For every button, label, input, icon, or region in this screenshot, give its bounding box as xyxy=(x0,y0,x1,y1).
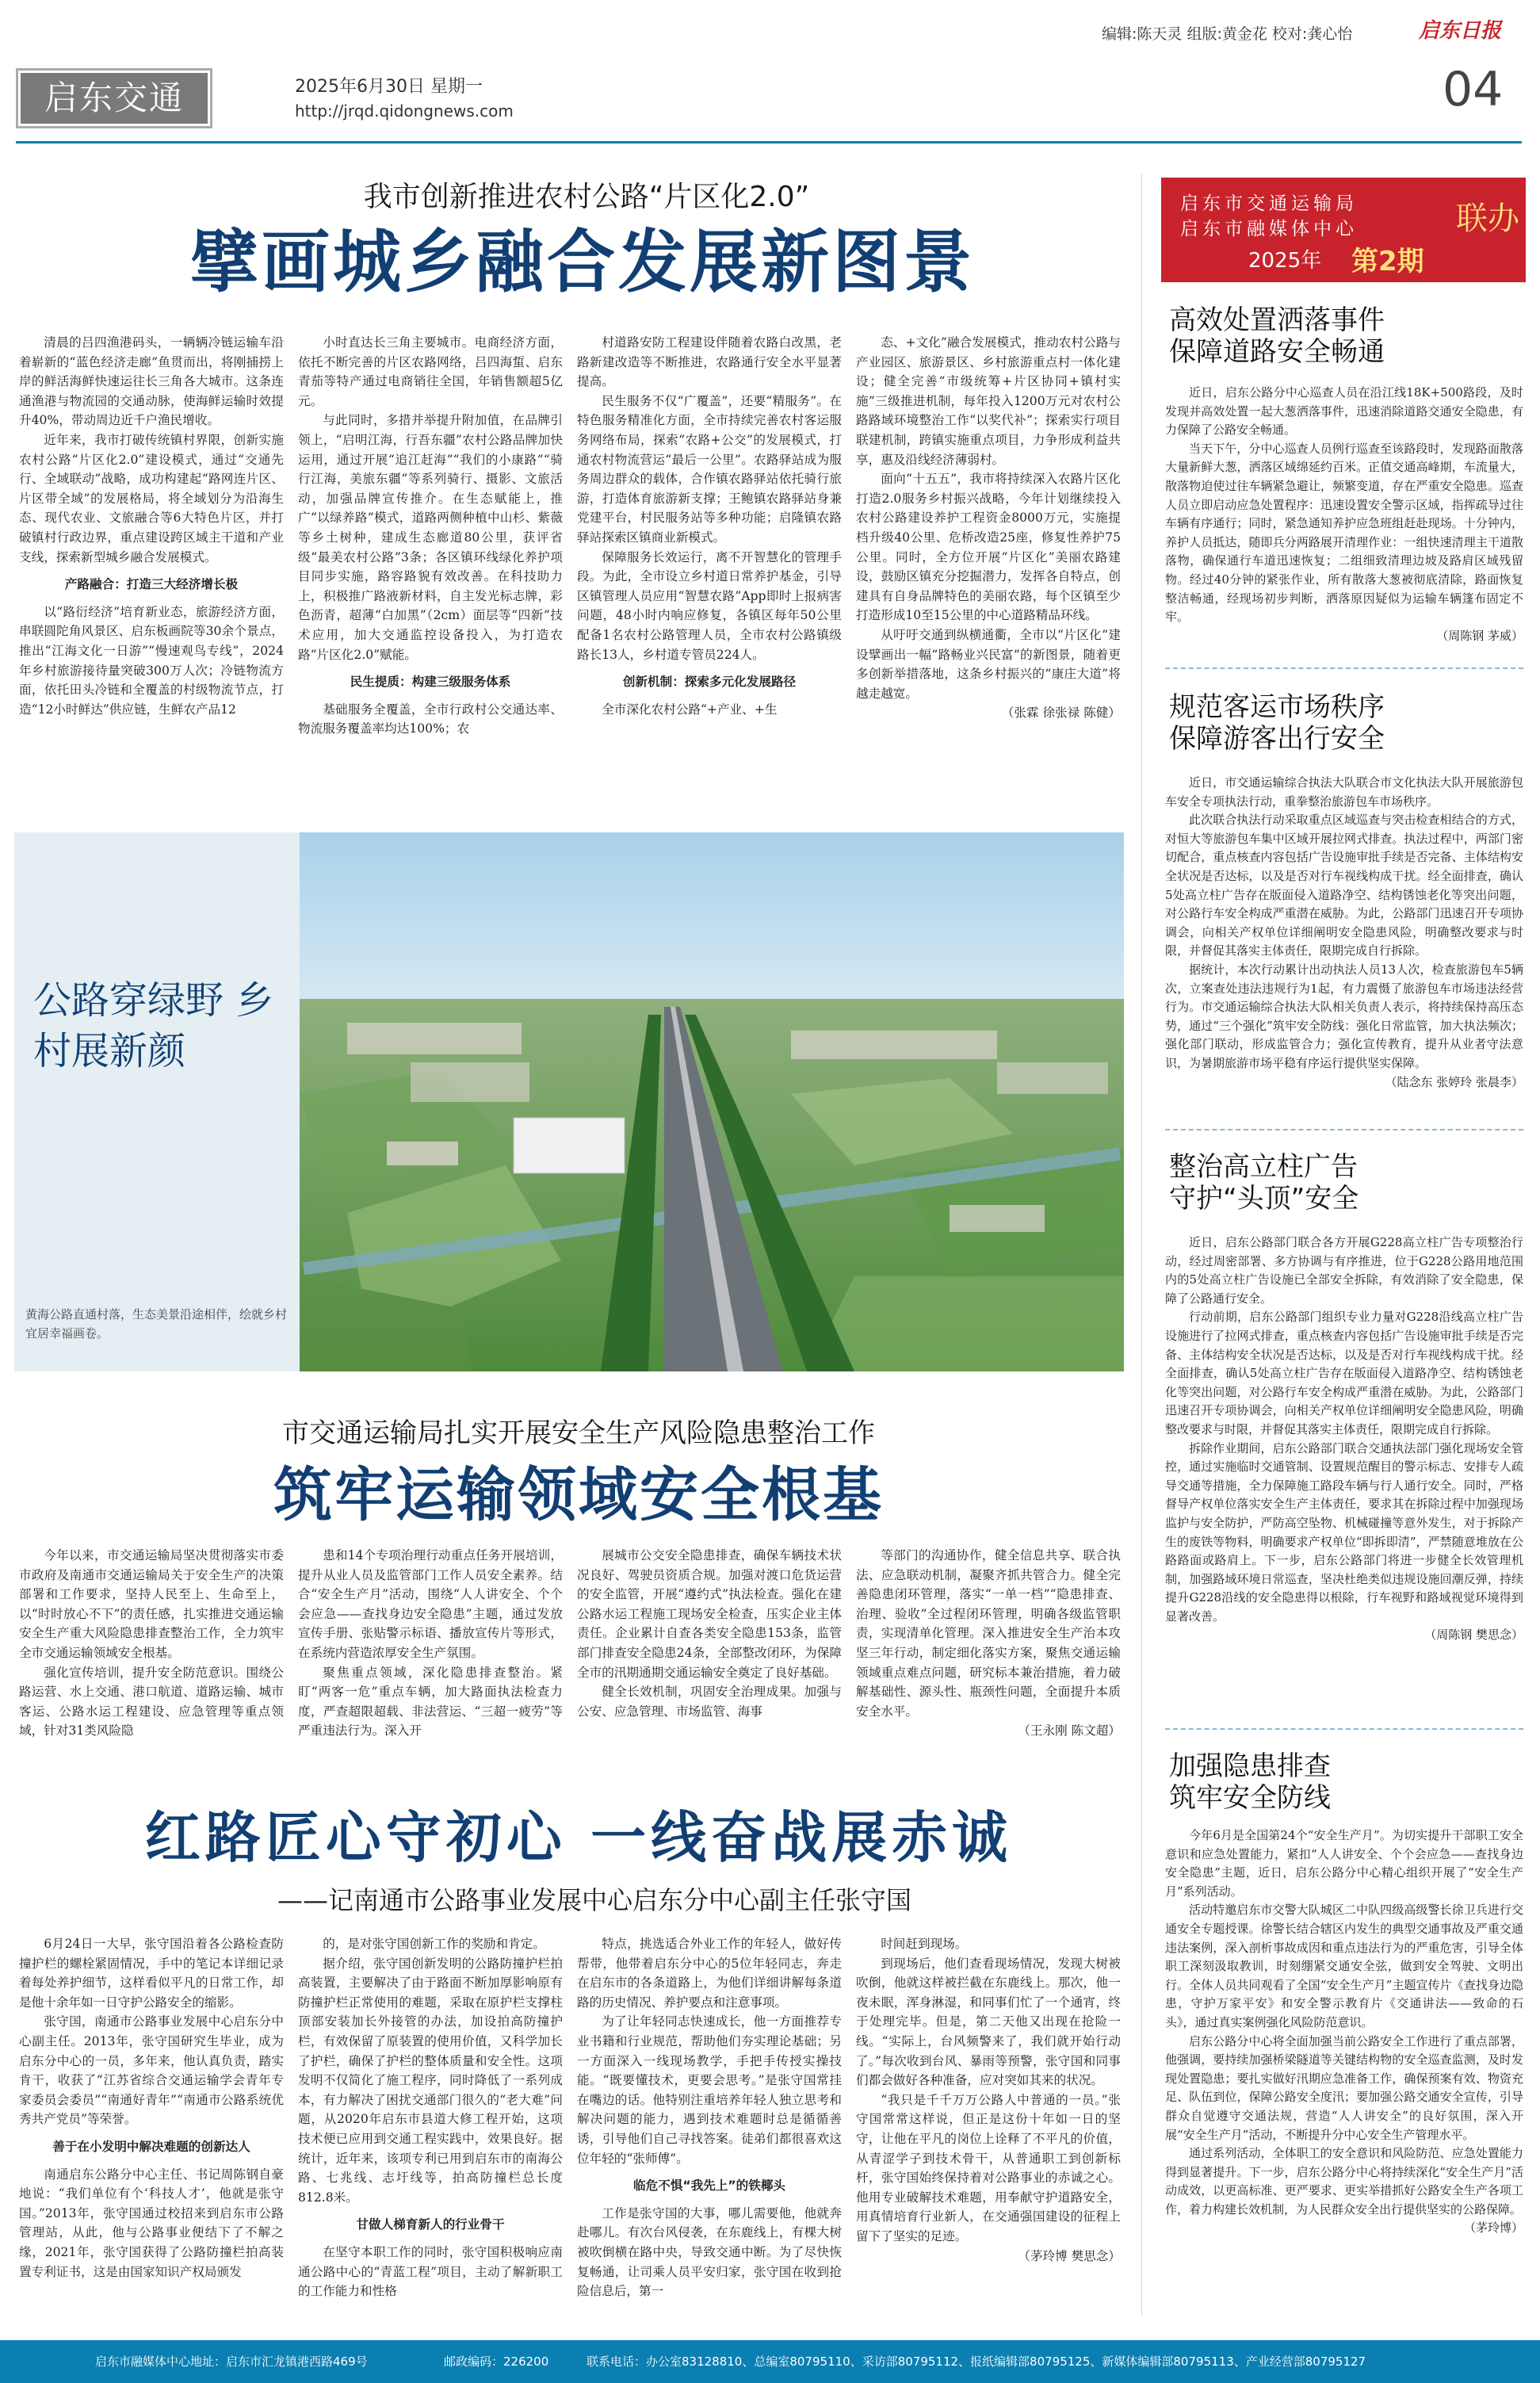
sidebar-story-3-title-line-1: 整治高立柱广告 xyxy=(1169,1151,1358,1183)
article3-column-2 xyxy=(298,1934,563,2299)
header-rule xyxy=(16,141,1522,143)
byline: （王永刚 陈文超） xyxy=(1018,1723,1121,1738)
promo-year: 2025年 xyxy=(1248,249,1322,273)
sidebar-story-2-body xyxy=(1165,774,1523,1123)
aerial-countryside-photo xyxy=(300,832,1124,1371)
paragraph: 张守国，南通市公路事业发展中心启东分中心副主任。2013年，张守国研究生毕业，成为启东分中心的一员，多年来，他认真负责，踏实肯干，收获了“江苏省综合交通运输学会青年专家委员会委员”“南通好青年”“南通市公路系统优秀共产党员”等荣誉。 xyxy=(19,2014,284,2127)
byline: （茅玲博） xyxy=(1463,2220,1523,2236)
paragraph: 与此同时，多措并举提升附加值，在品牌引领上，“启明江海，行吾东疆”农村公路品牌加快运用，通过开展“追江赶海”“我们的小康路”“骑行江海，美旅东疆”等系列骑行、摄影、文旅活动，加强品牌宣传推介。在生态赋能上，推广“以绿养路”模式，道路两侧种植中山杉、紫薇等乡土树种，建成生态廊道80公里，获评省级“最美农村公路”3条；各区镇环线绿化养护项目同步实施，路容路貌有效改善。在科技助力上，积极推广路液新材料，自主发光标志牌，彩色沥青，超薄“白加黑”（2cm）面层等“四新”技术应用，加大交通监控设备投入，为打造农路“片区化2.0”赋能。 xyxy=(298,413,563,662)
sidebar-story-1-title-line-2: 保障道路安全畅通 xyxy=(1169,336,1385,368)
footer-address: 启东市融媒体中心地址：启东市汇龙镇港西路469号 xyxy=(95,2354,368,2369)
subheading: 创新机制：探索多元化发展路径 xyxy=(622,675,797,690)
sidebar-story-3-body xyxy=(1165,1234,1523,1725)
sidebar-separator xyxy=(1165,667,1523,669)
article2-column-4 xyxy=(856,1546,1121,1784)
section-banner xyxy=(16,62,1504,135)
masthead xyxy=(0,0,1540,159)
article2-kicker: 市交通运输局扎实开展安全生产风险隐患整治工作 xyxy=(282,1417,875,1449)
paragraph: 近日，启东公路分中心巡查人员在沿江线18K+500路段，及时发现并高效处置一起大葱洒落事件，迅速消除道路交通安全隐患，有力保障了公路安全畅通。 xyxy=(1165,385,1523,438)
article1-headline: 擘画城乡融合发展新图景 xyxy=(190,222,975,302)
article3-column-4 xyxy=(856,1934,1121,2299)
sidebar-story-1-title-line-1: 高效处置洒落事件 xyxy=(1169,304,1385,336)
article2-column-2 xyxy=(298,1546,563,1784)
paragraph: 小时直达长三角主要城市。电商经济方面，依托不断完善的片区农路网络，吕四海蜇、启东青茄等特产通过电商销往全国，年销售额超5亿元。 xyxy=(298,335,563,408)
paragraph: 行动前期，启东公路部门组织专业力量对G228沿线高立柱广告设施进行了拉网式排查，重点核查内容包括广告设施审批手续是否完备、主体结构安全状况是否达标，以及是否对行车视线构成干扰。经全面排查，确认5处高立柱广告存在版面侵入道路净空、结构锈蚀老化等突出问题，对公路行车安全构成严重潜在威胁。为此，公路部门迅速召开专项协调会，向相关产权单位详细阐明安全隐患风险，明确整改要求与时限，并督促其落实主体责任，限期完成自行拆除。 xyxy=(1165,1310,1523,1436)
promo-issue: 第2期 xyxy=(1351,246,1424,277)
paragraph: 今年以来，市交通运输局坚决贯彻落实市委市政府及南通市交通运输局关于安全生产的决策部署和工作要求，坚持人民至上、生命至上，以“时时放心不下”的责任感，扎实推进交通运输安全生产重大风险隐患排查整治工作，全力筑牢全市交通运输领域安全根基。 xyxy=(19,1548,284,1660)
paragraph: 活动特邀启东市交警大队城区二中队四级高级警长徐卫兵进行交通安全专题授课。徐警长结合辖区内发生的典型交通事故及严重交通违法案例，深入剖析事故成因和重点违法行为的严重危害，引导全体职工深刻汲取教训，时刻绷紧交通安全弦，做到安全驾驶、文明出行。全体人员共同观看了全国“安全生产月”主题宣传片《查找身边隐患，守护万家平安》和安全警示教育片《交通讲法——致命的石头》，通过真实案例强化风险防范意识。 xyxy=(1165,1903,1523,2029)
subheading: 民生提质：构建三级服务体系 xyxy=(350,675,511,690)
byline: （张霖 徐张禄 陈健） xyxy=(1001,706,1121,721)
article3-subhead: ——记南通市公路事业发展中心启东分中心副主任张守国 xyxy=(277,1885,911,1915)
subheading: 甘做人梯育新人的行业骨干 xyxy=(356,2217,505,2232)
byline: （周陈钢 茅威） xyxy=(1436,628,1523,643)
paragraph: 据介绍，张守国创新发明的公路防撞护栏拍高装置，主要解决了由于路面不断加厚影响原有防撞护栏正常使用的难题，采取在原护栏支撑柱顶部安装加长外接管的办法，加设拍高防撞护栏，有效保留了原装置的使用价值，又科学加长了护栏，确保了护栏的整体质量和安全性。这项发明不仅简化了施工程序，同时降低了一系列成本，有力解决了困扰交通部门很久的“老大难”问题，从2020年启东市县道大修工程开始，这项技术便已应用到交通工程实践中，效果良好。据统计，近年来，该项专利已用到启东市的南海公路、七兆线、志圩线等，拍高防撞栏总长度812.8米。 xyxy=(298,1956,563,2205)
article3-column-3 xyxy=(577,1934,842,2299)
paragraph: 聚焦重点领域，深化隐患排查整治。紧盯“两客一危”重点车辆，加大路面执法检查力度，严查超限超载、非法营运、“三超一疲劳”等严重违法行为。深入开 xyxy=(298,1665,563,1738)
paragraph: 近日，启东公路部门联合各方开展G228高立柱广告专项整治行动，经过周密部署、多方协调与有序推进，位于G228公路用地范围内的5处高立柱广告设施已全部安全拆除，有效消除了安全隐患，保障了公路通行安全。 xyxy=(1165,1235,1523,1306)
paragraph: 拆除作业期间，启东公路部门联合交通执法部门强化现场安全管控，通过实施临时交通管制、设置规范醒目的警示标志、安排专人疏导交通等措施，全力保障施工路段车辆与行人通行安全。同时，严格督导产权单位落实安全生产主体责任，要求其在拆除过程中加强现场监护与安全防护，严防高空坠物、机械碰撞等意外发生，对于拆除产生的废铁等物料，明确要求产权单位“即拆即清”，严禁随意堆放在公路路面或路肩上。下一步，启东公路部门将进一步健全长效管理机制，加强路域环境日常巡查，坚决杜绝类似违规设施回潮反弹，持续提升G228沿线的安全隐患得以根除，行车视野和路域视觉环境得到显著改善。 xyxy=(1165,1440,1523,1624)
issue-date: 2025年6月30日 星期一 xyxy=(295,77,483,97)
article3-column-1 xyxy=(19,1934,284,2299)
paragraph: 等部门的沟通协作，健全信息共享、联合执法、应急联动机制，凝聚齐抓共管合力。健全完善隐患闭环管理，落实“一单一档”“隐患排查、治理、验收”全过程闭环管理，明确各级监管职责，实现清单化管理。深入推进安全生产治本攻坚三年行动，制定细化落实方案，聚焦交通运输领域重点难点问题，研究标本兼治措施，着力破解基础性、源头性、瓶颈性问题，全面提升本质安全水平。 xyxy=(856,1548,1121,1719)
section-name: 启东交通 xyxy=(44,78,184,117)
paragraph: 当天下午，分中心巡查人员例行巡查至该路段时，发现路面散落大量新鲜大葱，洒落区域绵延约百米。正值交通高峰期，车流量大，散落物迫使过往车辆紧急避让，频繁变道，存在严重安全隐患。巡查人员立即启动应急处置程序：迅速设置安全警示区域，指挥疏导过往车辆有序通行；同时，紧急通知养护应急班组赶赴现场。十分钟内，养护人员抵达，随即兵分两路展开清理作业：一组快速清理主干道散落物，确保通行车道迅速恢复；二组细致清理边坡及路肩区域残留物。经过40分钟的紧张作业，所有散落大葱被彻底清除，路面恢复整洁畅通，经现场初步判断，洒落原因疑似为运输车辆篷布固定不牢。 xyxy=(1165,441,1523,625)
article1-column-4 xyxy=(856,333,1121,809)
promo-org-2: 启东市融媒体中心 xyxy=(1180,219,1358,239)
paragraph: 据统计，本次行动累计出动执法人员13人次，检查旅游包车5辆次，立案查处违法违规行为1起，有力震慑了旅游包车市场违法经营行为。市交通运输综合执法大队相关负责人表示，将持续保持高压态势，通过“三个强化”筑牢安全防线：强化日常监管，加大执法频次；强化部门联动，形成监管合力；强化宣传教育，提升从业者守法意识，为暑期旅游市场平稳有序运行提供坚实保障。 xyxy=(1165,962,1523,1070)
sidebar-separator xyxy=(1165,1129,1523,1130)
photo-caption: 黄海公路直通村落，生态美景沿途相伴，绘就乡村宜居幸福画卷。 xyxy=(25,1307,288,1341)
article1-column-3 xyxy=(577,333,842,809)
sidebar-story-2-title-line-1: 规范客运市场秩序 xyxy=(1169,691,1385,723)
subheading: 善于在小发明中解决难题的创新达人 xyxy=(52,2139,250,2154)
byline: （周陈钢 樊思念） xyxy=(1424,1628,1523,1643)
paragraph: 保障服务长效运行，离不开智慧化的管理手段。为此，全市设立乡村道日常养护基金，引导区镇管理人员应用“智慧农路”App即时上报病害问题，48小时内响应修复，各镇区每年50公里配备1名农村公路管理人员，全市农村公路镇级路长13人，乡村道专管员224人。 xyxy=(577,549,842,662)
paragraph: 到现场后，他们查看现场情况，发现大树被吹倒，他就这样被拦截在东鹿线上。那次，他一夜未眠，浑身淋湿，和同事们忙了一个通宵，终于处理完毕。但是，第二天他又出现在抢险一线。“实际上，台风频警来了，我们就开始行动了。”每次收到台风、暴雨等预警，张守国和同事们都会做好各种准备，应对突如其来的状况。 xyxy=(856,1956,1121,2088)
editor-credits: 编辑:陈天灵 组版:黄金花 校对:龚心怡 xyxy=(1102,25,1353,43)
newspaper-logo: 启东日报 xyxy=(1419,19,1502,43)
paragraph: 从吁吁交通到纵横通衢，全市以“片区化”建设擘画出一幅“路畅业兴民富”的新图景，随着更多创新举措落地，这条乡村振兴的“康庄大道”将越走越宽。 xyxy=(856,627,1121,701)
article1-column-1 xyxy=(19,333,284,809)
paragraph: 工作是张守国的大事，哪儿需要他，他就奔赴哪儿。有次台风侵袭，在东鹿线上，有棵大树被吹倒横在路中央，导致交通中断。为了尽快恢复畅通，让司乘人员平安归家，张守国在收到抢险信息后，第一 xyxy=(577,2205,842,2299)
paragraph: 清晨的吕四渔港码头，一辆辆冷链运输车沿着崭新的“蓝色经济走廊”鱼贯而出，将刚捕捞上岸的鲜活海鲜快速运往长三角各大城市。这条连通渔港与物流园的交通动脉，使海鲜运输时效提升40%，带动周边近千户渔民增收。 xyxy=(19,335,284,428)
page-number: 04 xyxy=(1443,62,1504,117)
paragraph: 面向“十五五”，我市将持续深入农路片区化打造2.0服务乡村振兴战略，今年计划继续投入农村公路建设养护工程资金8000万元，实施提档升级40公里、危桥改造25座，修复性养护75公里。同时，全方位开展“片区化”美丽农路建设，鼓励区镇充分挖掘潜力，发挥各自特点，创建具有自身品牌特色的美丽农路，每个区镇至少打造形成10至15公里的中心道路精品环线。 xyxy=(856,472,1121,623)
footer-postcode: 邮政编码：226200 xyxy=(444,2354,549,2369)
paragraph: 在坚守本职工作的同时，张守国积极响应南通公路中心的“青蓝工程”项目，主动了解新职工的工作能力和性格 xyxy=(298,2244,563,2299)
paragraph: 近年来，我市打破传统镇村界限，创新实施农村公路“片区化2.0”建设模式，通过“交通先行、全域联动”战略，成功构建起“路网连片区、片区带全域”的发展格局，将全域划分为沿海生态、现代农业、文旅融合等6大特色片区，并打破镇村行政边界，重点建设跨区域主干道和产业支线，探索新型城乡融合发展模式。 xyxy=(19,432,284,564)
sidebar-divider xyxy=(1141,174,1142,2315)
paragraph: 态、+文化”融合发展模式，推动农村公路与产业园区、旅游景区、乡村旅游重点村一体化建设；健全完善“市级统筹+片区协同+镇村实施”三级推进机制，每年投入1200万元对农村公路路域环境整治工作“以奖代补”；探索实行项目联建机制，跨镇实施重点项目，力争形成利益共享，惠及沿线经济薄弱村。 xyxy=(856,335,1121,467)
article3-headline: 红路匠心守初心 一线奋战展赤诚 xyxy=(144,1804,1013,1870)
sidebar-story-3-title-line-2: 守护“头顶”安全 xyxy=(1169,1183,1359,1214)
paragraph: 此次联合执法行动采取重点区域巡查与突击检查相结合的方式，对恒大等旅游包车集中区域开展拉网式排查。执法过程中，两部门密切配合，重点核查内容包括广告设施审批手续是否完备、主体结构安全状况是否达标，以及是否对行车视线构成干扰。经全面排查，确认5处高立柱广告存在版面侵入道路净空、结构锈蚀老化等突出问题，对公路行车安全构成严重潜在威胁。为此，公路部门迅速召开专项协调会，向相关产权单位详细阐明安全隐患风险，明确整改要求与时限，并督促其落实主体责任，限期完成自行拆除。 xyxy=(1165,813,1523,958)
site-url: http://jrqd.qidongnews.com xyxy=(295,101,514,120)
paragraph: 今年6月是全国第24个“安全生产月”。为切实提升干部职工安全意识和应急处置能力，紧扣“人人讲安全、个个会应急——查找身边安全隐患”主题，近日，启东公路分中心精心组织开展了“安全生产月”系列活动。 xyxy=(1165,1828,1523,1899)
article2-column-3 xyxy=(577,1546,842,1784)
footer-bar xyxy=(0,2340,1540,2383)
promo-banner xyxy=(1161,178,1526,282)
sidebar-story-4-title-line-2: 筑牢安全防线 xyxy=(1169,1782,1331,1814)
sidebar-story-4-title-line-1: 加强隐患排查 xyxy=(1169,1750,1331,1782)
paragraph: 村道路安防工程建设伴随着农路白改黑，老路新建改造等不断推进，农路通行安全水平显著提高。 xyxy=(577,335,842,389)
photo-title: 公路穿绿野 乡村展新颜 xyxy=(33,978,274,1073)
paragraph: 近日，市交通运输综合执法大队联合市文化执法大队开展旅游包车安全专项执法行动，重拳整治旅游包车市场秩序。 xyxy=(1165,775,1523,809)
sidebar-story-1-body xyxy=(1165,384,1523,653)
article1-kicker: 我市创新推进农村公路“片区化2.0” xyxy=(363,181,810,213)
section-name-box xyxy=(16,68,212,128)
paragraph: 特点，挑选适合外业工作的年轻人，做好传帮带，他带着启东分中心的5位年轻同志，奔走在启东市的各条道路上，为他们详细讲解每条道路的历史情况、养护要点和注意事项。 xyxy=(577,1937,842,2010)
article1-column-2 xyxy=(298,333,563,809)
paragraph: 南通启东公路分中心主任、书记周陈钢自豪地说：“我们单位有个‘科技人才’，他就是张守国。”2013年，张守国通过校招来到启东市公路管理站，从此，他与公路事业便结下了不解之缘，2021年，张守国获得了公路防撞栏拍高装置专利证书，这是由国家知识产权局颁发 xyxy=(19,2167,284,2279)
factory-building xyxy=(514,1118,625,1173)
article2-column-1 xyxy=(19,1546,284,1784)
sidebar-story-4-body xyxy=(1165,1826,1523,2318)
paragraph: 健全长效机制，巩固安全治理成果。加强与公安、应急管理、市场监管、海事 xyxy=(577,1685,842,1719)
paragraph: 基础服务全覆盖，全市行政村公交通达率、物流服务覆盖率均达100%；农 xyxy=(298,702,563,736)
paragraph: 展城市公交安全隐患排查，确保车辆技术状况良好、驾驶员资质合规。加强对渡口危货运营的安全监管，开展“遵约式”执法检查。强化在建公路水运工程施工现场安全检查，压实企业主体责任。企业累计自查各类安全隐患153条，监管部门排查安全隐患24条，全部整改闭环，为保障全市的汛期通期交通运输安全奠定了良好基础。 xyxy=(577,1548,842,1680)
paragraph: 通过系列活动，全体职工的安全意识和风险防范、应急处置能力得到显著提升。下一步，启东公路分中心将持续深化“安全生产月”活动成效，以更高标准、更严要求、更实举措抓好公路安全生产各项工作，着力构建长效机制，为人民群众安全出行提供坚实的公路保障。 xyxy=(1165,2146,1523,2217)
promo-lianban: 联办 xyxy=(1456,201,1519,237)
article2-headline: 筑牢运输领域安全根基 xyxy=(273,1461,884,1529)
paragraph: 民生服务不仅“广覆盖”，还要“精服务”。在特色服务精准化方面，全市持续完善农村客运服务网络布局，探索“农路+公交”的发展模式，打通农村物流营运“最后一公里”。农路驿站成为服务周边群众的载体，合作镇农路驿站依托骑行旅游，打造体育旅游新支撑；王鲍镇农路驿站身兼党建平台，村民服务站等多种功能；启隆镇农路驿站探索区镇商业新模式。 xyxy=(577,393,842,545)
paragraph: 的，是对张守国创新工作的奖励和肯定。 xyxy=(323,1937,545,1951)
subheading: 临危不惧“我先上”的铁椰头 xyxy=(632,2178,786,2194)
byline: （陆念东 张婷玲 张晨李） xyxy=(1385,1074,1523,1089)
sidebar-separator xyxy=(1165,1728,1523,1730)
promo-org-1: 启东市交通运输局 xyxy=(1180,193,1358,214)
photo-title-panel xyxy=(14,832,300,1371)
footer-phones: 联系电话：办公室83128810、总编室80795110、采访部80795112、报纸编辑部80795125、新媒体编辑部80795113、产业经营部80795127 xyxy=(587,2354,1366,2369)
paragraph: 以“路衍经济”培育新业态，旅游经济方面，串联圆陀角风景区、启东板画院等30余个景点，推出“江海文化一日游”“慢速观鸟专线”，2024年乡村旅游接待量突破300万人次；冷链物流方面，依托田头冷链和全覆盖的村级物流节点，打造“12小时鲜达”供应链，生鲜农产品12 xyxy=(19,604,284,717)
subheading: 产路融合：打造三大经济增长极 xyxy=(64,577,239,592)
paragraph: 患和14个专项治理行动重点任务开展培训，提升从业人员及监管部门工作人员安全素养。结合“安全生产月”活动，围绕“人人讲安全、个个会应急——查找身边安全隐患”主题，通过发放宣传手册、张贴警示标语、播放宣传片等形式，在系统内营造浓厚安全生产氛围。 xyxy=(298,1548,563,1660)
sidebar-story-2-title-line-2: 保障游客出行安全 xyxy=(1169,723,1385,755)
paragraph: 为了让年轻同志快速成长，他一方面推荐专业书籍和行业规范，帮助他们夯实理论基础；另一方面深入一线现场教学，手把手传授实操技能。“既要懂技术，更要会思考。”是张守国常挂在嘴边的话。他特别注重培养年轻人独立思考和解决问题的能力，遇到技术难题时总是循循善诱，引导他们自己寻找答案。徒弟们都很喜欢这位年轻的“张师傅”。 xyxy=(577,2014,842,2166)
paragraph: “我只是千千万万公路人中普通的一员。”张守国常常这样说，但正是这份十年如一日的坚守，让他在平凡的岗位上诠释了不平凡的价值，从青涩学子到技术骨干，从普通职工到创新标杆，张守国始终保持着对公路事业的赤诚之心。他用专业破解技术难题，用奉献守护道路安全，用真情培育行业新人，在交通强国建设的征程上留下了坚实的足迹。 xyxy=(856,2092,1121,2243)
paragraph: 全市深化农村公路“+产业、+生 xyxy=(602,702,778,717)
byline: （茅玲博 樊思念） xyxy=(1018,2248,1121,2263)
paragraph: 启东公路分中心将全面加强当前公路安全工作进行了重点部署，他强调，要持续加强桥梁隧道等关键结构物的安全巡查监测，及时发现处置隐患；要扎实做好汛期应急准备工作，确保预案有效、物资充足、队伍到位，保障公路安全度汛；要加强公路交通安全宣传，引导群众自觉遵守交通法规，营造“人人讲安全”的良好氛围，深入开展“安全生产月”活动，不断提升分中心安全生产管理水平。 xyxy=(1165,2033,1523,2142)
paragraph: 强化宣传培训，提升安全防范意识。围绕公路运营、水上交通、港口航道、道路运输、城市客运、公路水运工程建设、应急管理等重点领域，针对31类风险隐 xyxy=(19,1665,284,1738)
photo-block xyxy=(14,832,1124,1371)
paragraph: 6月24日一大早，张守国沿着各公路检查防撞护栏的螺栓紧固情况，手中的笔记本详细记录着每处养护细节，这样看似平凡的日常工作，却是他十余年如一日守护公路安全的缩影。 xyxy=(19,1937,284,2010)
paragraph: 时间赶到现场。 xyxy=(881,1937,968,1951)
